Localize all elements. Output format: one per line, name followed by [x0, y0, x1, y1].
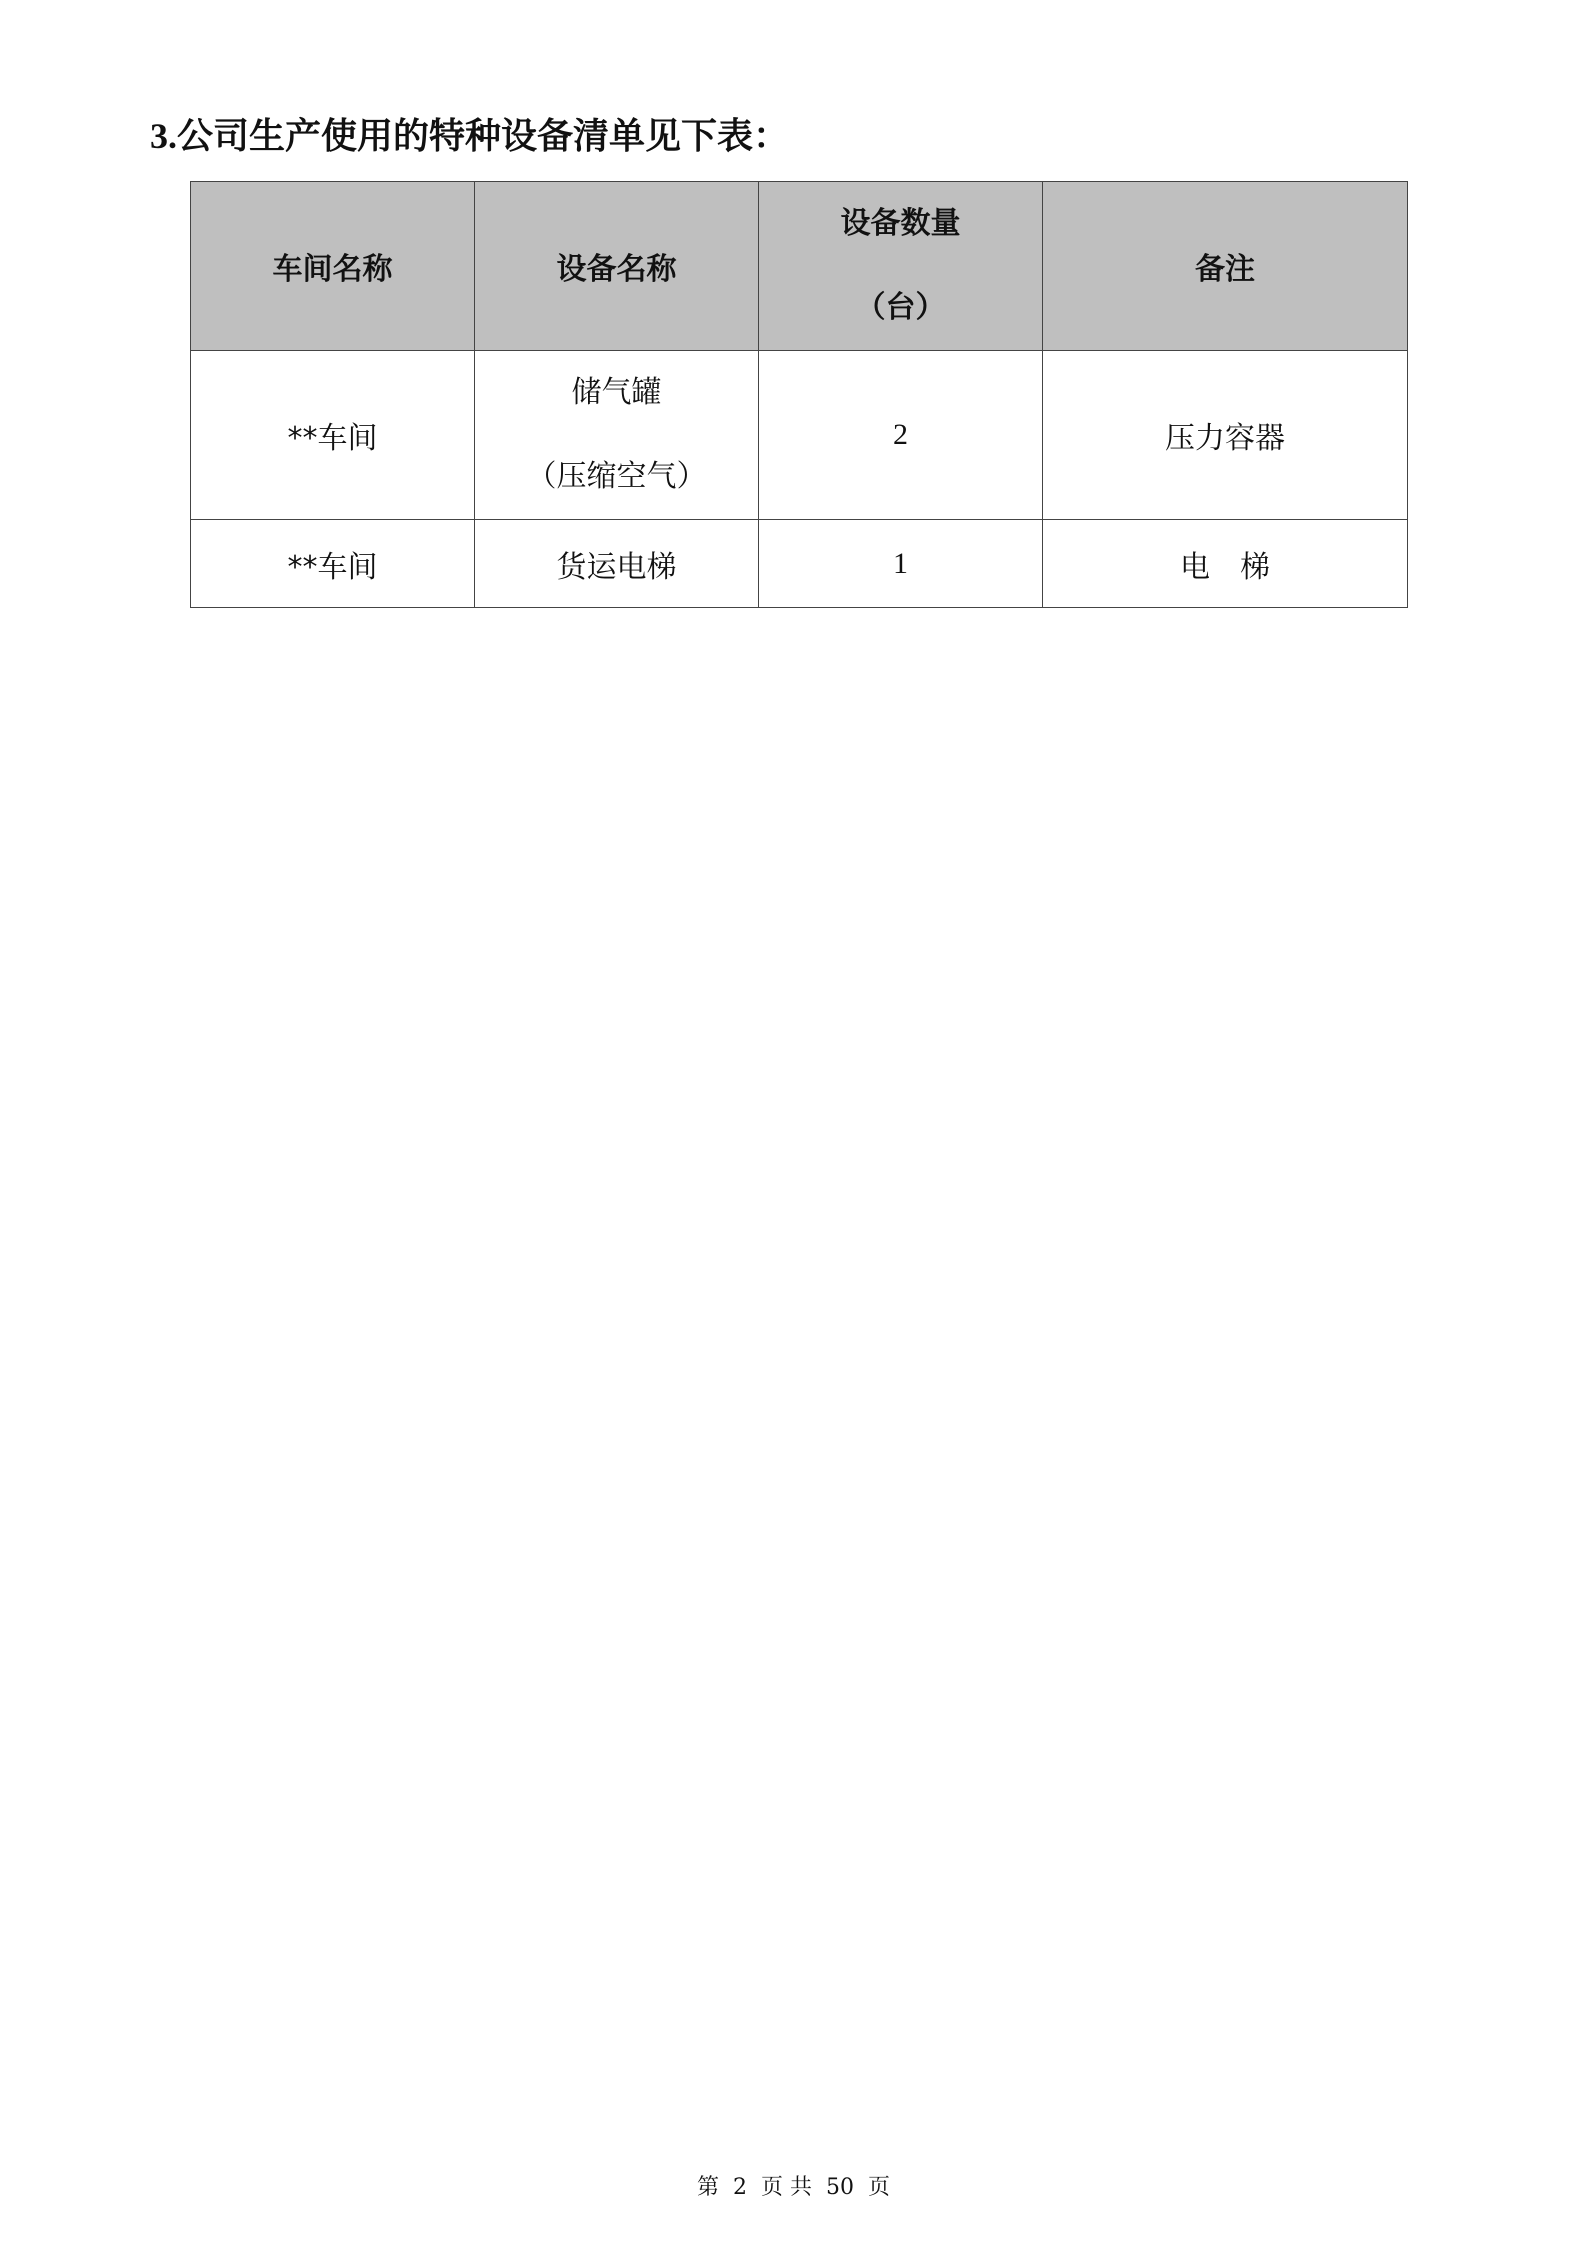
- table-row: [191, 520, 1408, 608]
- cell-quantity: 2: [759, 351, 1043, 520]
- header-quantity-label: 设备数量: [840, 206, 961, 241]
- cell-equipment: 货运电梯: [475, 520, 759, 608]
- header-quantity-unit: （台）: [855, 290, 946, 325]
- cell-workshop: **车间: [191, 351, 475, 520]
- footer-total-pages: 50: [826, 2175, 854, 2200]
- cell-workshop: **车间: [191, 520, 475, 608]
- cell-quantity: 1: [759, 520, 1043, 608]
- section-heading-text: 公司生产使用的特种设备清单见下表：: [177, 116, 790, 157]
- header-equipment: 设备名称: [475, 182, 759, 351]
- section-number: 3.: [150, 116, 177, 156]
- header-quantity: [759, 182, 1043, 351]
- header-workshop: 车间名称: [191, 182, 475, 351]
- header-remarks: 备注: [1043, 182, 1408, 351]
- section-heading: [150, 106, 789, 167]
- special-equipment-table: [190, 181, 1408, 608]
- footer-mid: 页 共: [761, 2175, 812, 2200]
- cell-equipment: [475, 351, 759, 520]
- footer-suffix: 页: [868, 2175, 891, 2200]
- table-row: [191, 351, 1408, 520]
- cell-remarks: 压力容器: [1043, 351, 1408, 520]
- cell-equipment-name: 储气罐: [571, 375, 662, 410]
- table-header-row: [191, 182, 1408, 351]
- page-footer: [0, 2172, 1587, 2204]
- cell-equipment-detail: （压缩空气）: [526, 459, 707, 494]
- footer-prefix: 第: [696, 2175, 719, 2200]
- footer-current-page: 2: [733, 2175, 747, 2200]
- cell-remarks: 电 梯: [1043, 520, 1408, 608]
